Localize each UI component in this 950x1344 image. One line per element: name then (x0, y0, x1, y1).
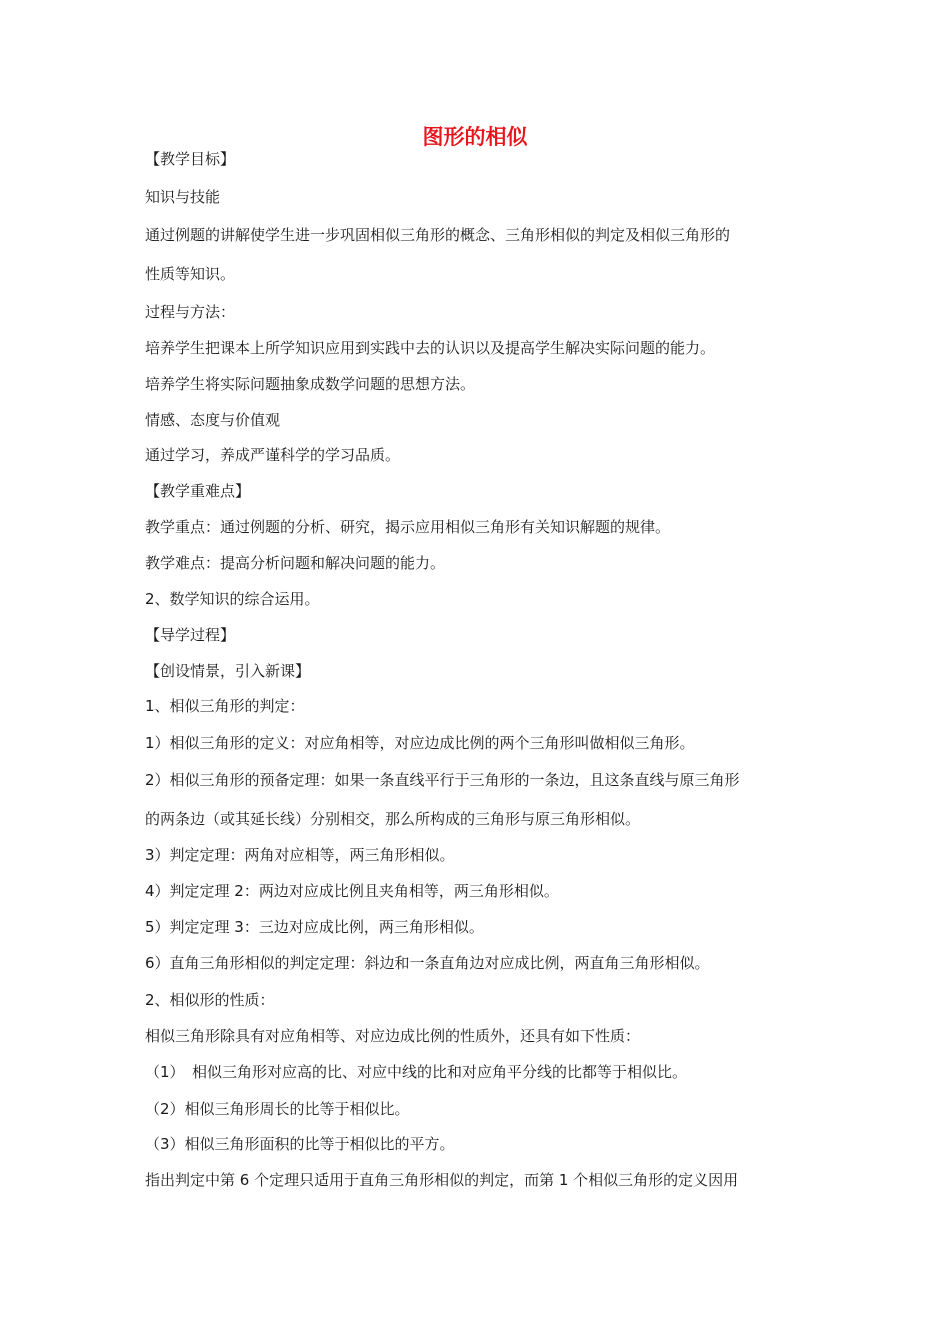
section-heading: 【教学重难点】 (145, 482, 251, 500)
paragraph-line: 2）相似三角形的预备定理：如果一条直线平行于三角形的一条边，且这条直线与原三角形 (145, 771, 740, 789)
section-heading: 【创设情景，引入新课】 (145, 662, 311, 680)
paragraph-line: 过程与方法： (145, 303, 236, 321)
list-item: （2）相似三角形周长的比等于相似比。 (145, 1100, 410, 1118)
paragraph-line: 的两条边（或其延长线）分别相交，那么所构成的三角形与原三角形相似。 (145, 810, 641, 828)
section-heading: 【教学目标】 (145, 150, 236, 168)
document-title: 图形的相似 (422, 125, 528, 149)
paragraph-line: 4）判定定理 2：两边对应成比例且夹角相等，两三角形相似。 (145, 882, 559, 900)
paragraph-line: 知识与技能 (145, 188, 221, 206)
list-item: （1） 相似三角形对应高的比、对应中线的比和对应角平分线的比都等于相似比。 (145, 1063, 688, 1081)
paragraph-line: 6）直角三角形相似的判定定理：斜边和一条直角边对应成比例，两直角三角形相似。 (145, 954, 710, 972)
paragraph-line: 教学难点：提高分析问题和解决问题的能力。 (145, 554, 446, 572)
paragraph-line: 1）相似三角形的定义：对应角相等，对应边成比例的两个三角形叫做相似三角形。 (145, 734, 695, 752)
paragraph-line: 3）判定定理：两角对应相等，两三角形相似。 (145, 846, 455, 864)
section-heading: 【导学过程】 (145, 626, 236, 644)
paragraph-line: 5）判定定理 3：三边对应成比例，两三角形相似。 (145, 918, 484, 936)
paragraph-line: 2、相似形的性质： (145, 991, 275, 1009)
paragraph-line: 培养学生把课本上所学知识应用到实践中去的认识以及提高学生解决实际问题的能力。 (145, 339, 716, 357)
paragraph-line: 教学重点：通过例题的分析、研究，揭示应用相似三角形有关知识解题的规律。 (145, 518, 671, 536)
paragraph-line: 通过学习，养成严谨科学的学习品质。 (145, 446, 401, 464)
paragraph-line: 2、数学知识的综合运用。 (145, 590, 320, 608)
paragraph-line: 指出判定中第 6 个定理只适用于直角三角形相似的判定，而第 1 个相似三角形的定义因用 (145, 1171, 739, 1189)
paragraph-line: 培养学生将实际问题抽象成数学问题的思想方法。 (145, 375, 476, 393)
paragraph-line: 相似三角形除具有对应角相等、对应边成比例的性质外，还具有如下性质： (145, 1027, 641, 1045)
list-item: （3）相似三角形面积的比等于相似比的平方。 (145, 1135, 455, 1153)
paragraph-line: 情感、态度与价值观 (145, 411, 281, 429)
paragraph-line: 1、相似三角形的判定： (145, 697, 305, 715)
paragraph-line: 通过例题的讲解使学生进一步巩固相似三角形的概念、三角形相似的判定及相似三角形的 (145, 226, 731, 244)
paragraph-line: 性质等知识。 (145, 265, 236, 283)
